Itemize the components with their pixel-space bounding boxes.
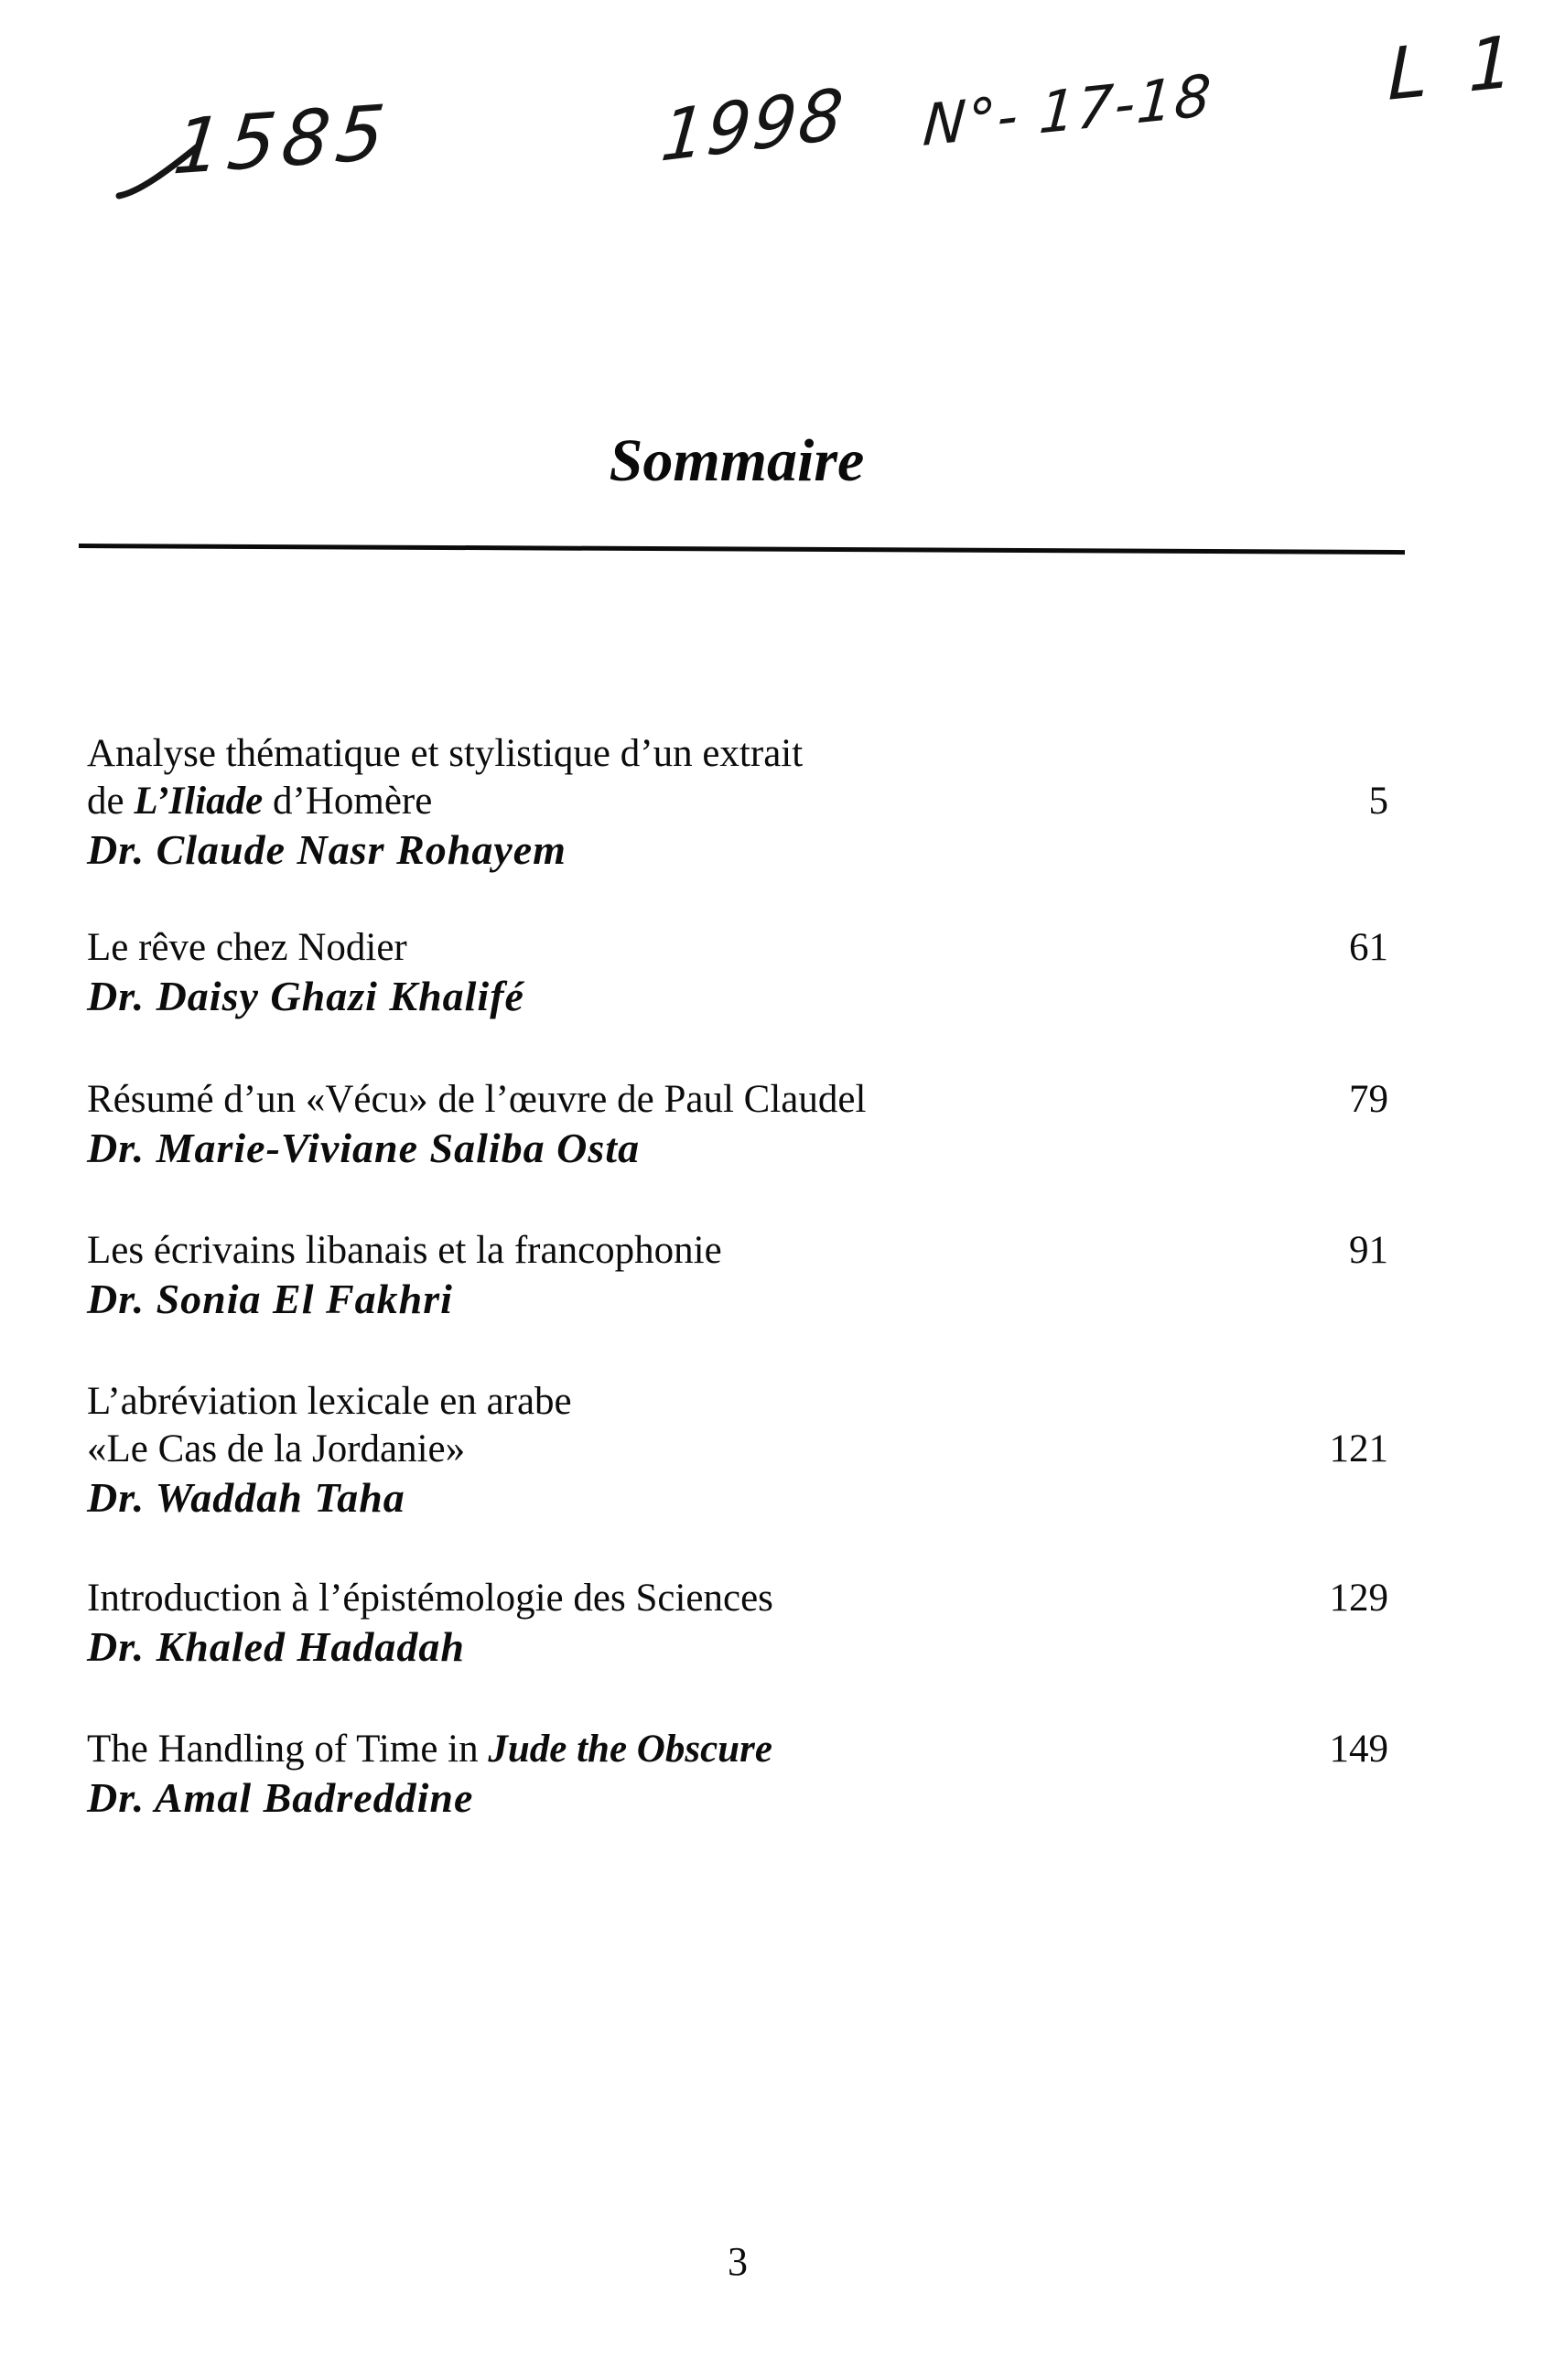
entry-author: Dr. Sonia El Fakhri — [87, 1276, 453, 1322]
entry-title-line — [87, 1227, 1388, 1275]
handwritten-shelf-mark: L 1 — [1387, 20, 1523, 117]
toc-entry — [87, 730, 1388, 874]
toc-entry — [87, 1378, 1388, 1522]
entry-title-line — [87, 1426, 1388, 1473]
page-number: 3 — [728, 2239, 748, 2284]
entry-author: Dr. Daisy Ghazi Khalifé — [87, 973, 524, 1019]
entry-page-number: 79 — [1349, 1078, 1388, 1121]
entry-title-line — [87, 1726, 1388, 1773]
toc-entry — [87, 1575, 1388, 1671]
entry-title-line — [87, 1575, 1388, 1622]
entry-title-line — [87, 778, 1388, 825]
entry-page-number: 129 — [1329, 1577, 1388, 1620]
entry-title-text: Les écrivains libanais et la francophonie — [87, 1229, 722, 1272]
entry-author: Dr. Claude Nasr Rohayem — [87, 826, 567, 873]
toc-entry — [87, 1726, 1388, 1822]
toc-entry — [87, 1227, 1388, 1323]
page-title: Sommaire — [609, 427, 865, 494]
entry-author: Dr. Amal Badreddine — [87, 1774, 474, 1821]
entry-author: Dr. Marie-Viviane Saliba Osta — [87, 1125, 641, 1171]
entry-title-text: Introduction à l’épistémologie des Sciences — [87, 1577, 773, 1620]
entry-title-emphasis: L’Iliade — [134, 780, 264, 823]
handwritten-accession-number: 1585 — [169, 89, 395, 192]
entry-page-number: 61 — [1349, 926, 1388, 969]
entry-title-text: de — [87, 780, 135, 823]
entry-title-text: Résumé d’un «Vécu» de l’œuvre de Paul Claudel — [87, 1078, 867, 1121]
entry-title-text: Analyse thématique et stylistique d’un extrait — [87, 732, 804, 775]
entry-title-text: Le rêve chez Nodier — [87, 926, 407, 969]
entry-title-text: L’abréviation lexicale en arabe — [87, 1380, 572, 1423]
entry-page-number: 5 — [1368, 780, 1388, 823]
entry-page-number: 91 — [1349, 1229, 1388, 1272]
handwritten-year: 1998 — [657, 71, 848, 178]
entry-title-emphasis: Jude the Obscure — [488, 1728, 772, 1771]
entry-author: Dr. Khaled Hadadah — [87, 1623, 465, 1670]
entry-title-line — [87, 1378, 1388, 1426]
toc-entry — [87, 1076, 1388, 1172]
toc-entry — [87, 924, 1388, 1020]
entry-title-line — [87, 924, 1388, 972]
entry-title-line — [87, 1076, 1388, 1124]
entry-page-number: 149 — [1329, 1728, 1388, 1771]
entry-title-text: The Handling of Time in — [87, 1728, 489, 1771]
toc-list — [87, 0, 1388, 2380]
entry-title-text: «Le Cas de la Jordanie» — [87, 1427, 466, 1470]
entry-author: Dr. Waddah Taha — [87, 1474, 405, 1521]
entry-title-line — [87, 730, 1388, 778]
entry-page-number: 121 — [1329, 1427, 1388, 1470]
entry-title-text: d’Homère — [263, 780, 433, 823]
handwritten-issue-number: N°- 17-18 — [921, 60, 1215, 160]
